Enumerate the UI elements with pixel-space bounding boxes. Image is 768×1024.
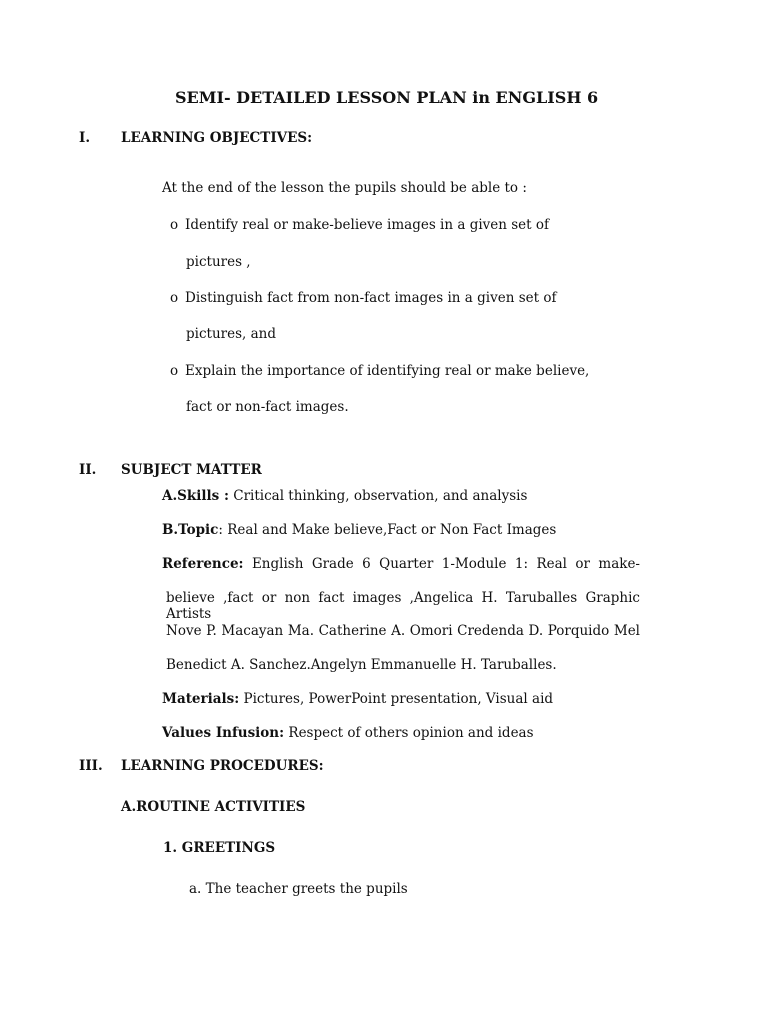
topic-line (162, 522, 556, 538)
skills-text: Critical thinking, observation, and analysis (228, 488, 528, 504)
objective-text-continued: pictures, and (186, 326, 276, 342)
values-line (162, 725, 534, 741)
objective-text: Distinguish fact from non-fact images in a given set of (185, 290, 557, 306)
section-number-1: I. (79, 130, 91, 146)
objective-text-continued: pictures , (186, 254, 251, 270)
objective-item (170, 363, 589, 379)
skills-line (162, 488, 527, 504)
objective-text: Explain the importance of identifying real or make believe, (185, 363, 590, 379)
reference-text-continued: Benedict A. Sanchez.Angelyn Emmanuelle H. Taruballes. (166, 657, 557, 673)
objective-item (170, 217, 549, 233)
greetings-heading: 1. GREETINGS (163, 840, 276, 856)
values-text: Respect of others opinion and ideas (284, 725, 534, 741)
objective-text: Identify real or make-believe images in a given set of (185, 217, 550, 233)
reference-label: Reference: (162, 556, 244, 572)
reference-text-continued: Nove P. Macayan Ma. Catherine A. Omori Credenda D. Porquido Mel (166, 623, 640, 639)
objective-text-continued: fact or non-fact images. (186, 399, 349, 415)
section-heading-learning-objectives: LEARNING OBJECTIVES: (121, 130, 313, 146)
document-title: SEMI- DETAILED LESSON PLAN in ENGLISH 6 (175, 88, 599, 107)
reference-text-continued: believe ,fact or non fact images ,Angelica H. Taruballes Graphic Artists (166, 590, 640, 622)
bullet-icon: o (170, 363, 179, 379)
section-heading-subject-matter: SUBJECT MATTER (121, 462, 262, 478)
reference-line (162, 556, 640, 572)
topic-text: : Real and Make believe,Fact or Non Fact Images (218, 522, 557, 538)
skills-label: A.Skills : (162, 488, 229, 504)
reference-text: English Grade 6 Quarter 1-Module 1: Real or make- (243, 556, 640, 572)
objectives-intro: At the end of the lesson the pupils should be able to : (162, 180, 527, 196)
bullet-icon: o (170, 290, 179, 306)
materials-label: Materials: (162, 691, 240, 707)
materials-line (162, 691, 553, 707)
values-label: Values Infusion: (162, 725, 285, 741)
topic-label: B.Topic (162, 522, 219, 538)
greeting-item: a. The teacher greets the pupils (189, 881, 408, 897)
section-heading-learning-procedures: LEARNING PROCEDURES: (121, 758, 324, 774)
objective-item (170, 290, 556, 306)
routine-activities-heading: A.ROUTINE ACTIVITIES (121, 799, 306, 815)
bullet-icon: o (170, 217, 179, 233)
section-number-2: II. (79, 462, 97, 478)
section-number-3: III. (79, 758, 103, 774)
materials-text: Pictures, PowerPoint presentation, Visual aid (239, 691, 554, 707)
